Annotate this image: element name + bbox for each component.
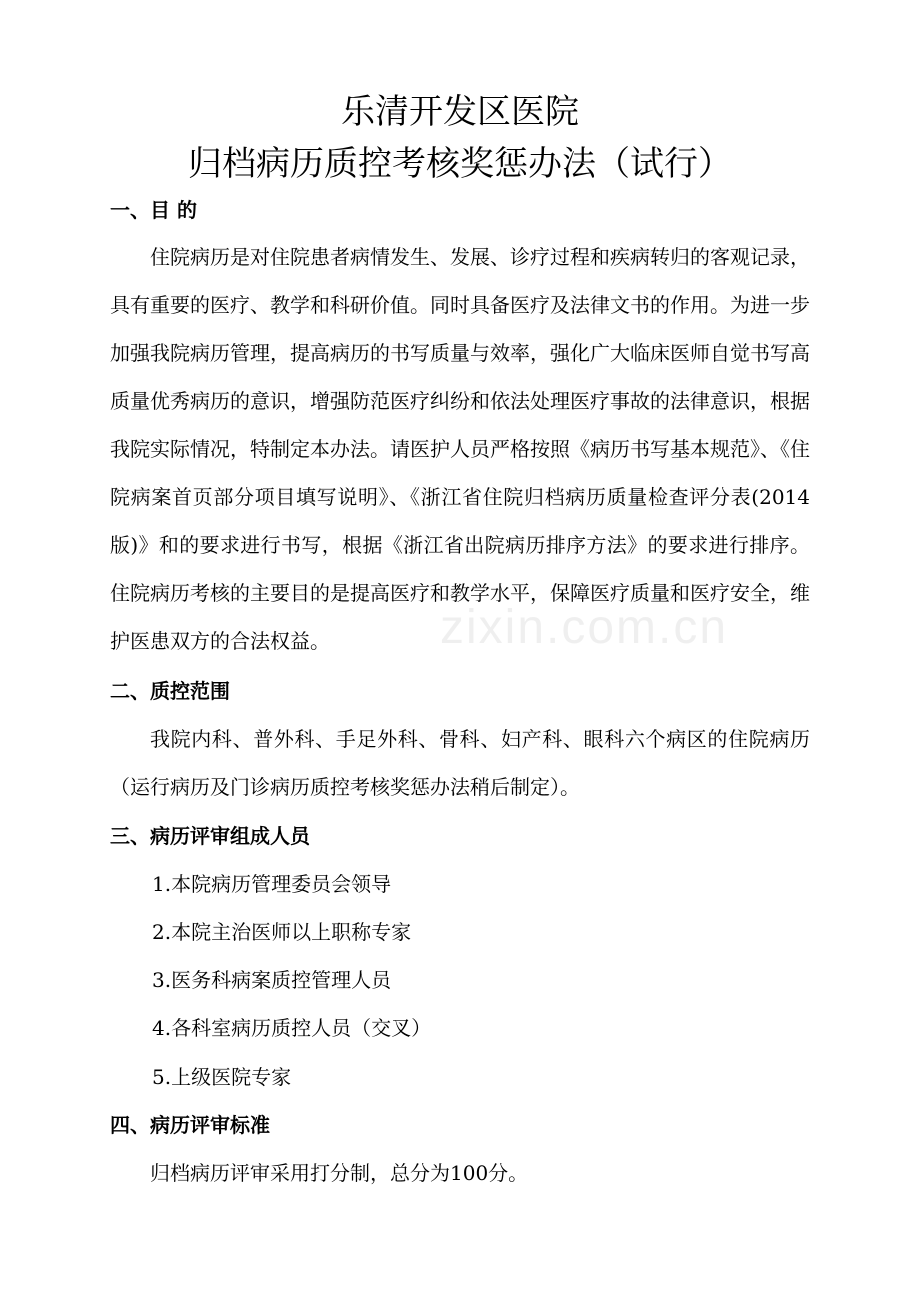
section-paragraph-purpose: 住院病历是对住院患者病情发生、发展、诊疗过程和疾病转归的客观记录，具有重要的医疗、教学和科研价值。同时具备医疗及法律文书的作用。为进一步加强我院病历管理，提高病历的书写质量与效率，强化广大临床医师自觉书写高质量优秀病历的意识，增强防范医疗纠纷和依法处理医疗事故的法律意识，根据我院实际情况，特制定本办法。请医护人员严格按照《病历书写基本规范》、《住院病案首页部分项目填写说明》、《浙江省住院归档病历质量检查评分表(2014版)》和的要求进行书写，根据《浙江省出院病历排序方法》的要求进行排序。住院病历考核的主要目的是提高医疗和教学水平，保障医疗质量和医疗安全，维护医患双方的合法权益。 <box>110 245 810 653</box>
section-heading-scope: 二、质控范围 <box>110 679 230 703</box>
section-paragraph-review-standard: 归档病历评审采用打分制，总分为100分。 <box>150 1161 529 1185</box>
list-item: 2.本院主治医师以上职称专家 <box>152 920 412 944</box>
watermark: zixin.com.cn <box>440 601 729 654</box>
list-item: 5.上级医院专家 <box>152 1065 292 1089</box>
list-item: 3.医务科病案质控管理人员 <box>152 968 392 992</box>
section-paragraph-scope: 我院内科、普外科、手足外科、骨科、妇产科、眼科六个病区的住院病历（运行病历及门诊病历质控考核奖惩办法稍后制定）。 <box>110 727 810 799</box>
list-item: 4.各科室病历质控人员（交叉） <box>152 1016 432 1040</box>
document-title-regulation: 归档病历质控考核奖惩办法（试行） <box>188 144 732 184</box>
section-heading-purpose: 一、目 的 <box>110 198 197 222</box>
document-title-hospital: 乐清开发区医院 <box>341 92 579 132</box>
section-heading-review-members: 三、病历评审组成人员 <box>110 824 310 848</box>
list-item: 1.本院病历管理委员会领导 <box>152 872 392 896</box>
section-heading-review-standard: 四、病历评审标准 <box>110 1113 270 1137</box>
